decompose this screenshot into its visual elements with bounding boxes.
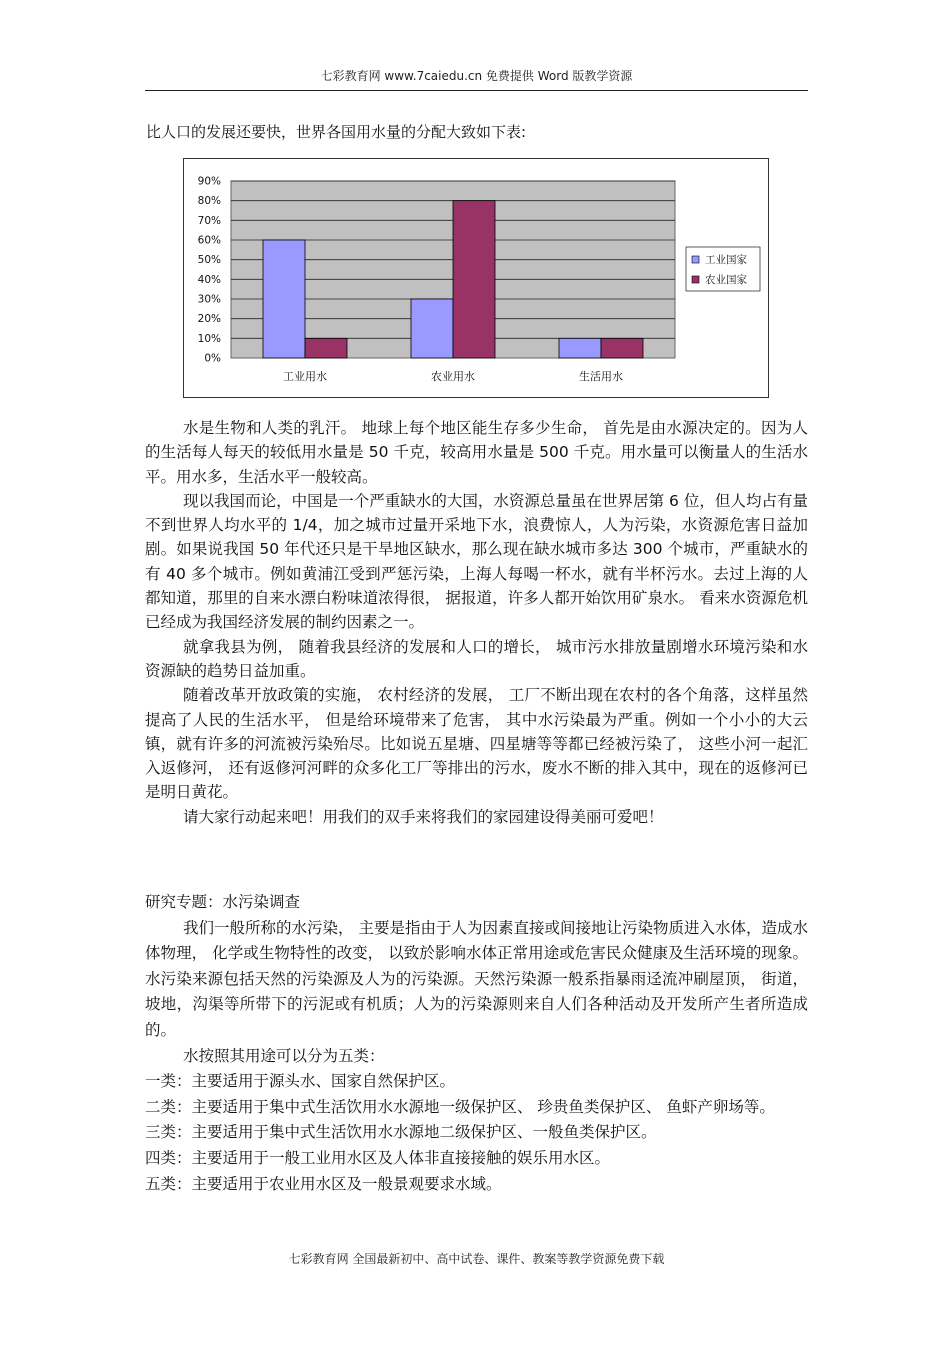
- paragraph-4: 随着改革开放政策的实施， 农村经济的发展， 工厂不断出现在农村的各个角落，这样虽然提高了人民的生活水平， 但是给环境带来了危害， 其中水污染最为严重。例如一个小小的大云镇，就有许多的河流被污染殆尽。比如说五星塘、四星塘等等都已经被污染了， 这些小河一起汇入返修河， 还有返修河河畔的众多化工厂等排出的污水，废水不断的排入其中，现在的返修河已是明日黄花。: [145, 686, 808, 802]
- y-tick-label: 50%: [197, 254, 221, 267]
- intro-line: 比人口的发展还要快，世界各国用水量的分配大致如下表:: [146, 123, 527, 141]
- legend-label: 工业国家: [705, 254, 747, 266]
- legend-swatch: [692, 276, 699, 283]
- y-tick-label: 40%: [197, 273, 221, 286]
- y-tick-label: 60%: [197, 234, 221, 247]
- class-item-2: 二类：主要适用于集中式生活饮用水水源地一级保护区、 珍贵鱼类保护区、 鱼虾产卵场等。: [145, 1097, 775, 1116]
- class-item-5: 五类：主要适用于农业用水区及一般景观要求水域。: [145, 1174, 502, 1193]
- class-item-4: 四类：主要适用于一般工业用水区及人体非直接接触的娱乐用水区。: [145, 1148, 611, 1167]
- chart-svg: [184, 159, 768, 397]
- research-section: [145, 890, 808, 1197]
- bar-2-2: [453, 201, 495, 358]
- bar-1-1: [263, 240, 305, 358]
- water-usage-chart: [183, 158, 769, 398]
- legend-swatch: [692, 256, 699, 263]
- bar-2-3: [601, 338, 643, 358]
- x-tick-label: 生活用水: [579, 370, 623, 383]
- paragraph-3: 就拿我县为例， 随着我县经济的发展和人口的增长， 城市污水排放量剧增水环境污染和水资源缺的趋势日益加重。: [145, 637, 808, 680]
- class-item-3: 三类：主要适用于集中式生活饮用水水源地二级保护区、一般鱼类保护区。: [145, 1123, 657, 1142]
- section-paragraph-2: 水按照其用途可以分为五类：: [183, 1046, 385, 1065]
- section-paragraph-1: 我们一般所称的水污染， 主要是指由于人为因素直接或间接地让污染物质进入水体，造成水体物理， 化学或生物特性的改变， 以致於影响水体正常用途或危害民众健康及生活环境的现象。 水污染来源包括天然的污染源及人为的污染源。天然污染源一般系指暴雨迳流冲刷屋顶， 街道，坡地，沟渠等所带下的污泥或有机质；人为的污染源则来自人们各种活动及开发所产生者所造成的。: [145, 918, 808, 1039]
- x-tick-label: 农业用水: [431, 370, 475, 383]
- page-footer: [145, 1250, 808, 1267]
- bar-2-1: [305, 338, 347, 358]
- legend-label: 农业国家: [705, 274, 747, 286]
- y-tick-label: 80%: [197, 195, 221, 208]
- y-tick-label: 0%: [204, 352, 221, 365]
- footer-text: 七彩教育网 全国最新初中、高中试卷、课件、教案等教学资源免费下载: [288, 1252, 665, 1266]
- paragraph-1: 水是生物和人类的乳汗。 地球上每个地区能生存多少生命， 首先是由水源决定的。因为人的生活每人每天的较低用水量是 50 千克，较高用水量是 500 千克。用水量可以衡量人的生活水平。用水多，生活水平一般较高。: [145, 419, 808, 486]
- class-item-1: 一类：主要适用于源头水、国家自然保护区。: [145, 1072, 456, 1091]
- x-tick-label: 工业用水: [283, 370, 327, 383]
- header-text: 七彩教育网 www.7caiedu.cn 免费提供 Word 版教学资源: [320, 69, 633, 83]
- section-title: 研究专题：水污染调查: [145, 893, 301, 911]
- body-text: [145, 416, 808, 829]
- y-tick-label: 20%: [197, 313, 221, 326]
- paragraph-2: 现以我国而论，中国是一个严重缺水的大国，水资源总量虽在世界居第 6 位，但人均占有量不到世界人均水平的 1/4，加之城市过量开采地下水，浪费惊人，人为污染，水资源危害日益加剧。如果说我国 50 年代还只是干旱地区缺水，那么现在缺水城市多达 300 个城市，严重缺水的有 40 多个城市。例如黄浦江受到严惩污染，上海人每喝一杯水，就有半杯污水。去过上海的人都知道，那里的自来水漂白粉味道浓得很， 据报道，许多人都开始饮用矿泉水。 看来水资源危机已经成为我国经济发展的制约因素之一。: [145, 491, 808, 632]
- bar-1-3: [559, 338, 601, 358]
- y-tick-label: 70%: [197, 214, 221, 227]
- y-tick-label: 90%: [197, 175, 221, 188]
- paragraph-5: 请大家行动起来吧！用我们的双手来将我们的家园建设得美丽可爱吧！: [183, 807, 664, 826]
- y-tick-label: 30%: [197, 293, 221, 306]
- bar-1-2: [411, 299, 453, 358]
- y-tick-label: 10%: [197, 332, 221, 345]
- page-header: [145, 68, 808, 91]
